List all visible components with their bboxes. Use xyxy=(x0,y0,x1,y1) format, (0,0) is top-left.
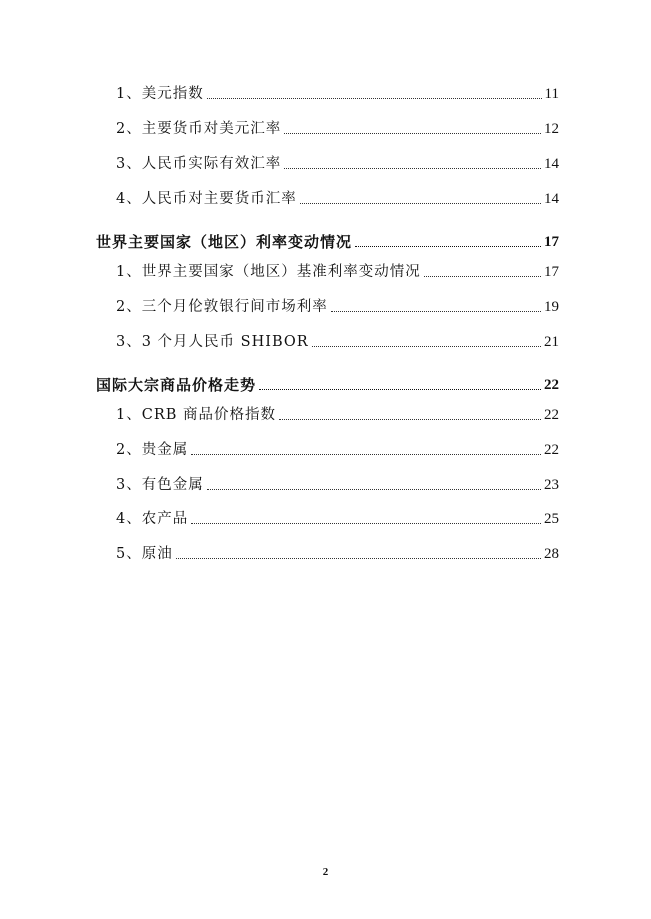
dot-leader xyxy=(176,558,541,559)
toc-entry[interactable] xyxy=(0,292,651,316)
toc-page-number: 17 xyxy=(544,264,559,280)
toc-entry-label: 2、三个月伦敦银行间市场利率 xyxy=(116,299,328,315)
toc-page-number: 14 xyxy=(544,191,559,207)
dot-leader xyxy=(191,523,541,524)
toc-entry-label: 3、人民币实际有效汇率 xyxy=(116,156,282,172)
dot-leader xyxy=(355,246,541,247)
dot-leader xyxy=(284,168,541,169)
toc-page-number: 14 xyxy=(544,156,559,172)
toc-entry[interactable] xyxy=(0,114,651,138)
toc-section-label: 世界主要国家（地区）利率变动情况 xyxy=(96,233,353,251)
toc-entry[interactable] xyxy=(0,470,651,494)
dot-leader xyxy=(207,98,542,99)
dot-leader xyxy=(284,133,541,134)
toc-entry[interactable] xyxy=(0,504,651,528)
toc-page-number: 22 xyxy=(544,377,559,393)
toc-entry-label: 1、美元指数 xyxy=(116,86,204,102)
toc-entry-label: 4、人民币对主要货币汇率 xyxy=(116,191,297,207)
toc-page-number: 11 xyxy=(544,86,559,102)
toc-entry[interactable] xyxy=(0,149,651,173)
toc-section-entry[interactable] xyxy=(0,370,651,394)
toc-entry-label: 1、CRB 商品价格指数 xyxy=(116,407,277,423)
toc-section-entry[interactable] xyxy=(0,227,651,251)
dot-leader xyxy=(331,311,541,312)
dot-leader xyxy=(312,346,541,347)
toc-entry-label: 3、3 个月人民币 SHIBOR xyxy=(116,334,309,350)
toc-entry[interactable] xyxy=(0,257,651,281)
toc-page-number: 23 xyxy=(544,477,559,493)
dot-leader xyxy=(207,489,541,490)
toc-page-number: 25 xyxy=(544,511,559,527)
toc-entry-label: 1、世界主要国家（地区）基准利率变动情况 xyxy=(116,264,421,280)
dot-leader xyxy=(191,454,541,455)
page-number-footer: 2 xyxy=(322,866,329,878)
dot-leader xyxy=(279,419,541,420)
toc-page-number: 22 xyxy=(544,407,559,423)
toc-entry[interactable] xyxy=(0,184,651,208)
toc-section-label: 国际大宗商品价格走势 xyxy=(96,376,257,394)
toc-page-number: 17 xyxy=(544,234,559,250)
toc-entry[interactable] xyxy=(0,79,651,103)
toc-entry-label: 3、有色金属 xyxy=(116,477,204,493)
toc-page-number: 19 xyxy=(544,299,559,315)
toc-page-number: 21 xyxy=(544,334,559,350)
toc-entry-label: 5、原油 xyxy=(116,546,173,562)
toc-entry[interactable] xyxy=(0,539,651,563)
toc-page-number: 28 xyxy=(544,546,559,562)
dot-leader xyxy=(259,389,541,390)
toc-entry-label: 2、主要货币对美元汇率 xyxy=(116,121,282,137)
dot-leader xyxy=(424,276,541,277)
toc-page-number: 12 xyxy=(544,121,559,137)
toc-entry-label: 2、贵金属 xyxy=(116,442,189,458)
toc-entry[interactable] xyxy=(0,400,651,424)
toc-entry-label: 4、农产品 xyxy=(116,511,189,527)
dot-leader xyxy=(300,203,541,204)
toc-page-number: 22 xyxy=(544,442,559,458)
toc-entry[interactable] xyxy=(0,435,651,459)
toc-entry[interactable] xyxy=(0,327,651,351)
